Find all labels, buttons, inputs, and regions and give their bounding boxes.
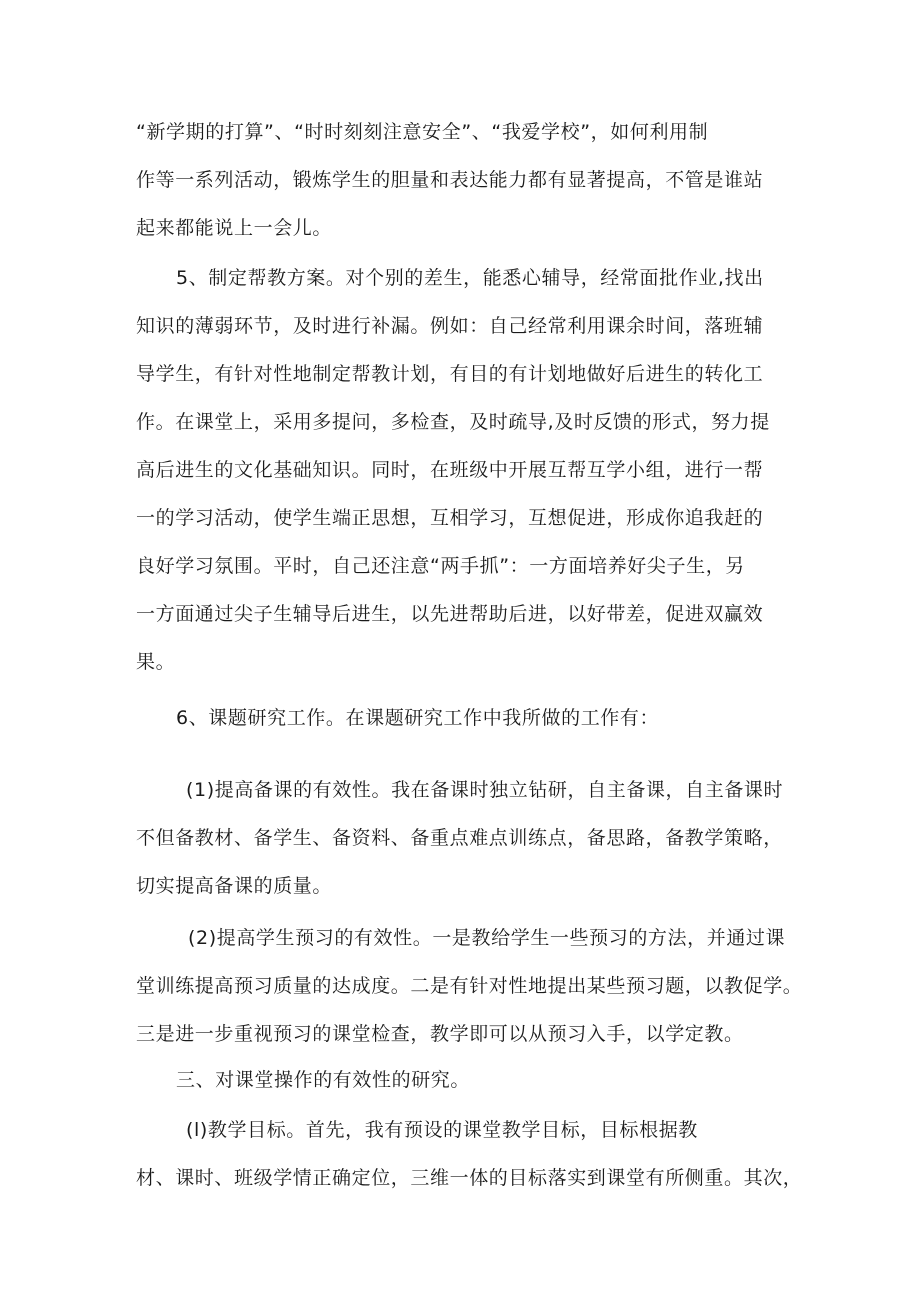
- text-line: 起来都能说上一会儿。: [136, 217, 333, 239]
- text-line: 良好学习氛围。平时，自己还注意“两手抓”：一方面培养好尖子生，另: [136, 555, 745, 577]
- text-line: 5、制定帮教方案。对个别的差生，能悉心辅导，经常面批作业,找出: [176, 267, 764, 289]
- text-line: 导学生，有针对性地制定帮教计划，有目的有计划地做好后进生的转化工: [136, 363, 764, 385]
- text-line: 果。: [136, 651, 176, 673]
- text-line: 一方面通过尖子生辅导后进生，以先进帮助后进，以好带差，促进双赢效: [136, 603, 764, 625]
- text-line: 知识的薄弱环节，及时进行补漏。例如：自己经常利用课余时间，落班辅: [136, 315, 764, 337]
- text-line: 三是进一步重视预习的课堂检查，教学即可以从预习入手，以学定教。: [136, 1023, 744, 1045]
- text-line: 作等一系列活动，锻炼学生的胆量和表达能力都有显著提高，不管是谁站: [136, 169, 764, 191]
- text-line: 切实提高备课的质量。: [136, 875, 333, 897]
- text-line: 材、课时、班级学情正确定位，三维一体的目标落实到课堂有所侧重。其次，: [136, 1167, 803, 1189]
- text-line: 6、课题研究工作。在课题研究工作中我所做的工作有：: [176, 707, 660, 729]
- text-line: (2)提高学生预习的有效性。一是教给学生一些预习的方法，并通过课: [188, 927, 786, 949]
- text-line: 高后进生的文化基础知识。同时，在班级中开展互帮互学小组，进行一帮: [136, 459, 764, 481]
- text-line: (l)教学目标。首先，我有预设的课堂教学目标，目标根据教: [186, 1119, 698, 1141]
- text-line: 堂训练提高预习质量的达成度。二是有针对性地提出某些预习题，以教促学。: [136, 975, 803, 997]
- text-line: 一的学习活动，使学生端正思想，互相学习，互想促进，形成你追我赶的: [136, 507, 764, 529]
- text-line: 三、对课堂操作的有效性的研究。: [176, 1069, 471, 1091]
- text-line: 不但备教材、备学生、备资料、备重点难点训练点，备思路，备教学策略，: [136, 827, 783, 849]
- text-line: “新学期的打算”、“时时刻刻注意安全”、“我爱学校”，如何利用制: [136, 121, 709, 143]
- text-line: 作。在课堂上，采用多提问，多检查，及时疏导,及时反馈的形式，努力提: [136, 411, 770, 433]
- text-line: (1)提高备课的有效性。我在备课时独立钻研，自主备课，自主备课时: [186, 779, 784, 801]
